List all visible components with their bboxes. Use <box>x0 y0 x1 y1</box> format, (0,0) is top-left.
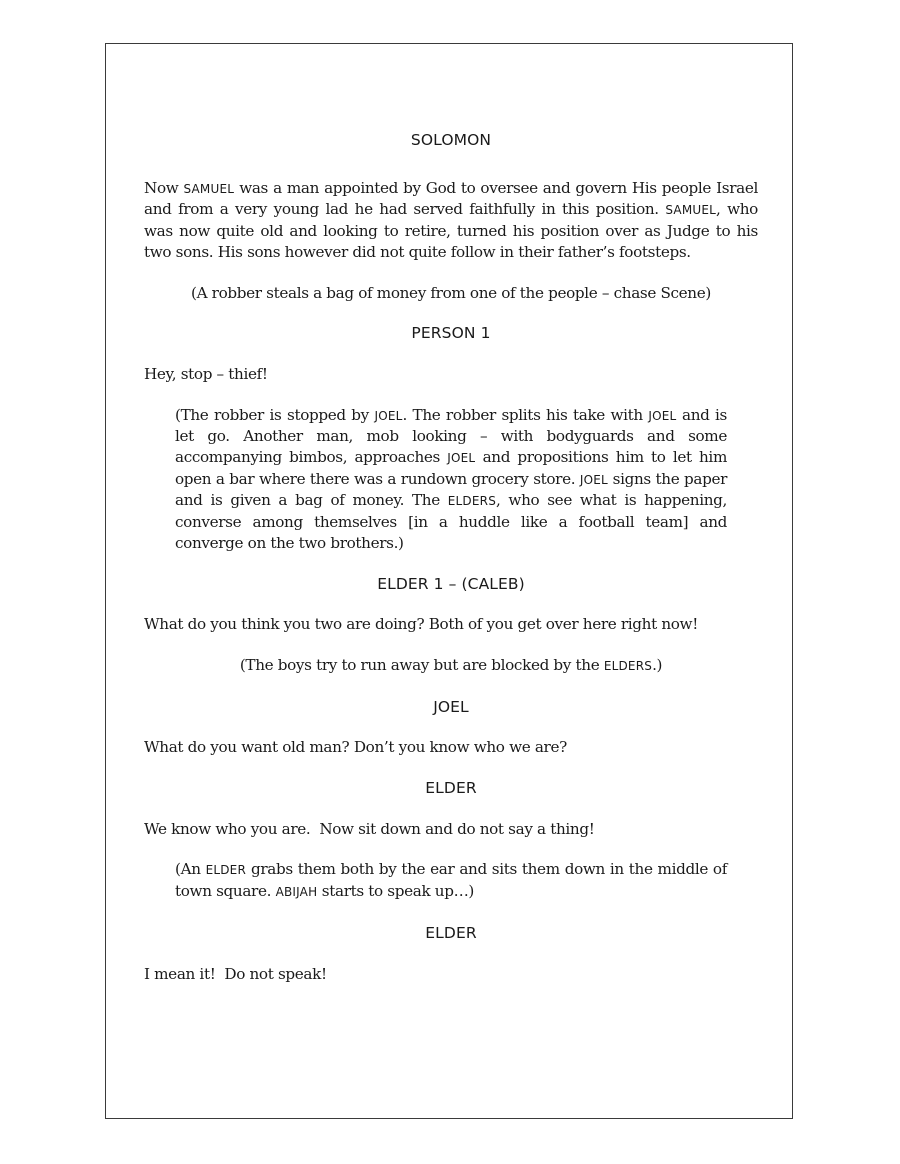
character-name-joel: JOEL <box>374 408 403 423</box>
direction-text: and is let go. Another man, mob looking – with bodyguards and some accompanying bimbos, approaches <box>175 405 727 467</box>
direction-text: .) <box>652 655 663 674</box>
character-name-joel: JOEL <box>648 408 677 423</box>
narration-paragraph <box>144 178 758 263</box>
character-heading-joel: JOEL <box>433 697 469 716</box>
character-name-samuel: SAMUEL <box>665 203 717 218</box>
character-heading-elder: ELDER <box>425 923 477 942</box>
character-name-samuel: SAMUEL <box>183 181 235 196</box>
character-name-joel: JOEL <box>447 451 476 466</box>
character-name-elder: ELDER <box>205 863 247 878</box>
script-title: SOLOMON <box>410 131 492 149</box>
script-page <box>105 43 793 1119</box>
direction-text: , who see what is happening, converse among themselves [in a huddle like a football team] and converge on the two brothers.) <box>175 491 727 552</box>
character-heading-person-1: PERSON 1 <box>411 324 491 343</box>
direction-text: (An <box>175 860 206 879</box>
stage-direction <box>144 655 758 677</box>
character-name-abijah: ABIJAH <box>275 885 318 900</box>
character-name-elders: ELDERS <box>603 658 653 673</box>
character-heading-elder-1: ELDER 1 – (CALEB) <box>377 574 525 593</box>
dialogue-line: What do you think you two are doing? Both of you get over here right now! <box>144 615 698 634</box>
character-name-joel: JOEL <box>579 472 608 487</box>
character-name-elders: ELDERS <box>447 494 497 509</box>
direction-text: (The boys try to run away but are blocked by the <box>239 655 604 674</box>
direction-text: and propositions him to let him open a bar where there was a rundown grocery store. <box>175 448 727 488</box>
stage-direction: (A robber steals a bag of money from one of the people – chase Scene) <box>191 283 711 302</box>
dialogue-line: I mean it! Do not speak! <box>144 964 327 983</box>
character-heading-elder: ELDER <box>425 779 477 798</box>
script-content <box>144 130 758 1004</box>
narration-text: , who was now quite old and looking to retire, turned his position over as Judge to his two sons. His sons however did not quite follow in their father’s footsteps. <box>144 200 758 261</box>
narration-text: Now <box>144 178 184 197</box>
stage-direction-block <box>175 859 727 902</box>
dialogue-line: Hey, stop – thief! <box>144 364 268 383</box>
direction-text: (The robber is stopped by <box>175 405 375 424</box>
direction-text: starts to speak up…) <box>317 882 475 901</box>
dialogue-line: We know who you are. Now sit down and do not say a thing! <box>144 819 595 838</box>
narration-text: was a man appointed by God to oversee and govern His people Israel and from a very young lad he had served faithfully in this position. <box>144 178 758 219</box>
dialogue-line: What do you want old man? Don’t you know who we are? <box>144 738 567 757</box>
direction-text: signs the paper and is given a bag of money. The <box>175 469 728 510</box>
direction-text: grabs them both by the ear and sits them down in the middle of town square. <box>175 860 727 901</box>
stage-direction-block <box>175 405 727 554</box>
direction-text: . The robber splits his take with <box>402 405 649 424</box>
